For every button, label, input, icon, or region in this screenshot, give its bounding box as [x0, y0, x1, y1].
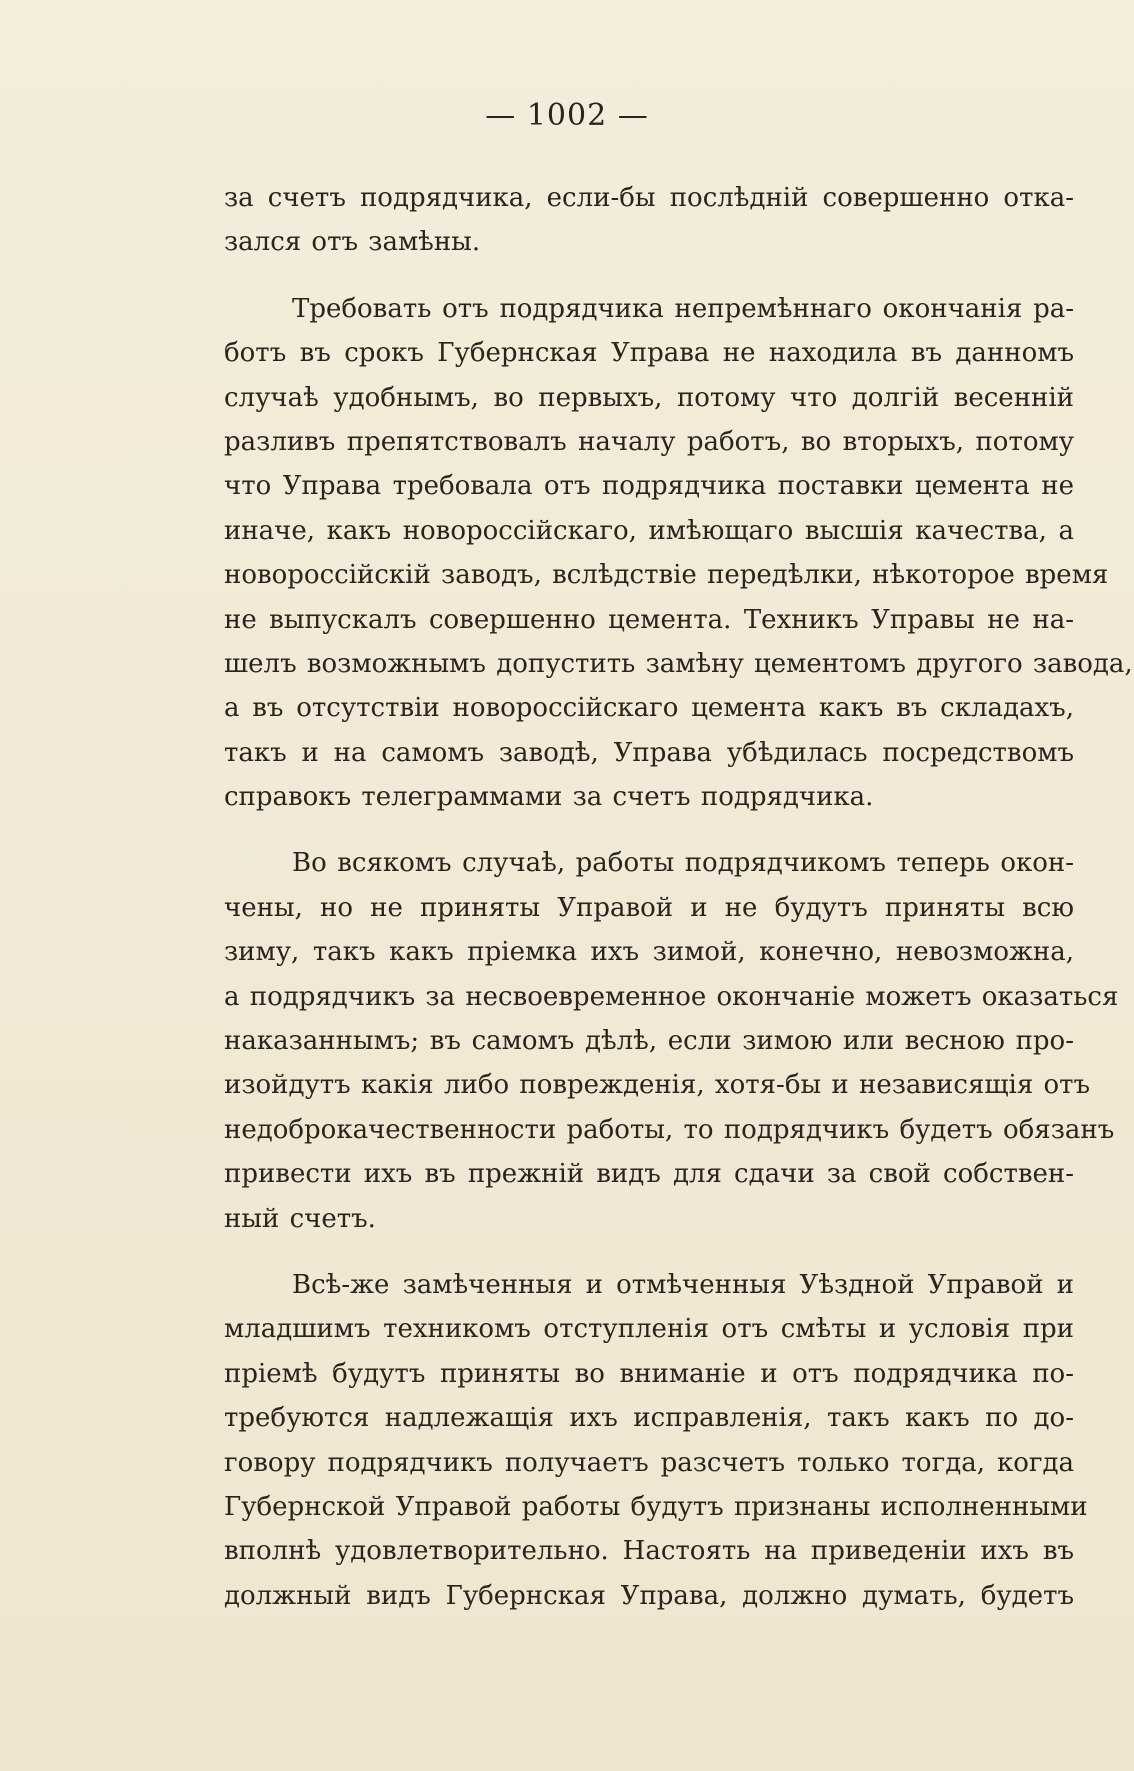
text-line: что Управа требовала отъ подрядчика поставки цемента не — [224, 471, 1074, 502]
text-line: требуются надлежащiя ихъ исправленiя, такъ какъ по до- — [224, 1403, 1074, 1434]
text-line: иначе, какъ новороссiйскаго, имѣющаго высшiя качества, а — [224, 515, 1074, 546]
text-line: наказаннымъ; въ самомъ дѣлѣ, если зимою или весною про- — [224, 1026, 1074, 1057]
text-line: должный видъ Губернская Управа, должно думать, будетъ — [224, 1580, 1074, 1611]
text-line: зиму, такъ какъ прiемка ихъ зимой, конечно, невозможна, — [224, 937, 1074, 968]
text-line: такъ и на самомъ заводѣ, Управа убѣдилась посредствомъ — [224, 737, 1074, 768]
paragraph-gap — [224, 819, 1074, 841]
page-number: — 1002 — — [485, 98, 649, 133]
text-line: не выпускалъ совершенно цемента. Техникъ Управы не на- — [224, 604, 1074, 635]
text-line: привести ихъ въ прежнiй видъ для сдачи за свой собствен- — [224, 1159, 1074, 1190]
text-line: изойдутъ какiя либо поврежденiя, хотя-бы и независящiя отъ — [224, 1070, 1091, 1101]
text-line: ботъ въ срокъ Губернская Управа не находила въ данномъ — [224, 338, 1074, 369]
text-line: ный счетъ. — [224, 1203, 376, 1234]
text-line: говору подрядчикъ получаетъ разсчетъ только тогда, когда — [224, 1447, 1074, 1478]
text-line: шелъ возможнымъ допустить замѣну цементомъ другого завода, — [224, 648, 1133, 679]
text-line: Во всякомъ случаѣ, работы подрядчикомъ теперь окон- — [292, 848, 1074, 879]
paragraph-gap — [224, 265, 1074, 287]
text-line: Губернской Управой работы будутъ признаны исполненными — [224, 1491, 1088, 1522]
body-text — [224, 176, 1133, 1618]
text-line: справокъ телеграммами за счетъ подрядчика. — [224, 782, 874, 813]
text-line: чены, но не приняты Управой и не будутъ приняты всю — [224, 892, 1074, 923]
paragraph-gap — [224, 1241, 1074, 1263]
text-line: младшимъ техникомъ отступленiя отъ смѣты и условiя при — [224, 1314, 1074, 1345]
text-line: а подрядчикъ за несвоевременное окончанiе можетъ оказаться — [224, 981, 1119, 1012]
text-line: новороссiйскiй заводъ, вслѣдствiе передѣлки, нѣкоторое время — [224, 560, 1109, 591]
text-line: за счетъ подрядчика, если-бы послѣднiй совершенно отка- — [224, 183, 1074, 213]
text-line: прiемѣ будутъ приняты во вниманiе и отъ подрядчика по- — [224, 1358, 1074, 1389]
text-line: недоброкачественности работы, то подрядчикъ будетъ обязанъ — [224, 1114, 1115, 1145]
text-line: а въ отсутствiи новороссiйскаго цемента какъ въ складахъ, — [224, 693, 1074, 724]
text-line: случаѣ удобнымъ, во первыхъ, потому что долгiй весеннiй — [224, 382, 1074, 413]
text-line: Требовать отъ подрядчика непремѣннаго окончанiя ра- — [292, 293, 1074, 324]
text-line: зался отъ замѣны. — [224, 227, 481, 258]
text-line: вполнѣ удовлетворительно. Настоять на приведенiи ихъ въ — [224, 1536, 1074, 1567]
text-line: разливъ препятствовалъ началу работъ, во вторыхъ, потому — [224, 426, 1074, 457]
text-line: Всѣ-же замѣченныя и отмѣченныя Уѣздной Управой и — [292, 1269, 1074, 1300]
